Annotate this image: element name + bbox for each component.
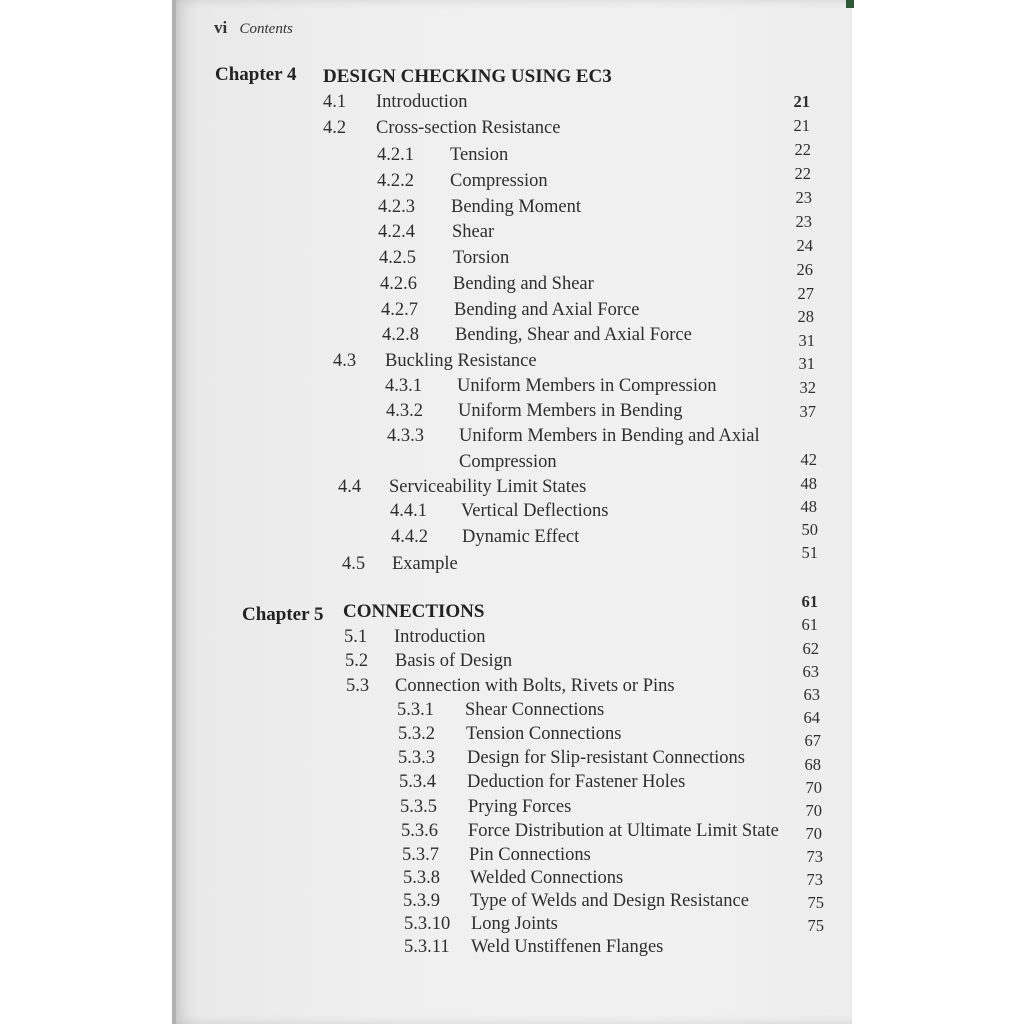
section-title: Introduction [376,92,468,112]
section-title: Deduction for Fastener Holes [467,772,686,792]
page-number: 75 [807,893,824,912]
book-cover-corner [846,0,854,8]
section-title: Type of Welds and Design Resistance [470,891,749,911]
section-title: Example [392,554,458,574]
page-number: 27 [797,284,814,303]
section-title: Weld Unstiffenen Flanges [471,937,664,957]
section-number: 4.2.8 [382,325,419,345]
section-title: Compression [459,452,557,472]
page-edge [172,0,176,1024]
section-number: 5.3.11 [404,937,450,957]
page-number: 50 [801,520,818,539]
section-title: Introduction [394,627,486,647]
section-title: Compression [450,171,548,191]
section-number: 5.3.6 [401,821,438,841]
section-title: Dynamic Effect [462,527,580,547]
page-number: 28 [797,307,814,326]
section-title: Prying Forces [468,797,572,817]
page-number: 70 [805,801,822,820]
page-number: 73 [806,870,823,889]
page-number: 75 [807,916,824,935]
section-number: 4.2.4 [378,222,415,242]
page-number: 22 [794,164,811,183]
section-title: Cross-section Resistance [376,118,561,138]
section-number: 4.2.6 [380,274,417,294]
section-title: Uniform Members in Bending and Axial [459,426,760,446]
section-number: 4.3.3 [387,426,424,446]
page-number: 70 [805,778,822,797]
section-number: 5.1 [344,627,368,647]
section-title: Bending and Axial Force [454,300,640,320]
section-number: 4.2.5 [379,248,416,268]
section-title: Bending, Shear and Axial Force [455,325,692,345]
page-number: 31 [798,354,815,373]
page-number: 26 [796,260,813,279]
section-number: 5.3.5 [400,797,437,817]
page-number: 31 [798,331,815,350]
section-number: 4.3.2 [386,401,423,421]
chapter-5-label: Chapter 5 [242,604,324,625]
page-number: 68 [804,755,821,774]
section-title: Uniform Members in Compression [457,376,717,396]
section-number: 5.3.2 [398,724,435,744]
section-title: Torsion [453,248,510,268]
page-number: 73 [806,847,823,866]
page-number: 24 [796,236,813,255]
section-number: 5.3.3 [398,748,435,768]
section-title: Shear Connections [465,700,605,720]
page-number: 62 [802,639,819,658]
page-number: 61 [801,592,818,611]
section-title: Shear [452,222,495,242]
section-number: 4.1 [323,92,347,112]
page-number: 63 [803,685,820,704]
page-number: 51 [801,543,818,562]
section-number: 4.2.3 [378,197,415,217]
background-left [0,0,172,1024]
section-number: 5.3.1 [397,700,434,720]
page-number: 64 [803,708,820,727]
page-number: 48 [800,497,817,516]
section-title: Basis of Design [395,651,513,671]
section-number: 5.3 [346,676,370,696]
running-header-label: Contents [239,21,293,37]
section-number: 4.2.7 [381,300,418,320]
section-number: 5.3.10 [404,914,451,934]
section-title: Buckling Resistance [385,351,537,371]
chapter-4-title: DESIGN CHECKING USING EC3 [323,66,612,87]
section-number: 4.2 [323,118,347,138]
page-number: 61 [801,615,818,634]
section-title: Bending and Shear [453,274,594,294]
section-title: Force Distribution at Ultimate Limit State [468,821,779,841]
chapter-5-title: CONNECTIONS [343,601,485,622]
page-number: 32 [799,378,816,397]
section-number: 4.3.1 [385,376,422,396]
section-number: 5.3.8 [403,868,440,888]
section-title: Serviceability Limit States [389,477,587,497]
section-title: Tension Connections [466,724,622,744]
chapter-4-heading [215,64,612,87]
page-number: 21 [793,92,810,111]
running-header [214,18,293,38]
page-number: 37 [799,402,816,421]
page-number: 67 [804,731,821,750]
section-number: 4.4 [338,477,362,497]
section-number: 4.4.1 [390,501,427,521]
section-title: Long Joints [471,914,558,934]
section-title: Connection with Bolts, Rivets or Pins [395,676,675,696]
page-number: 70 [805,824,822,843]
section-number: 4.2.1 [377,145,414,165]
page-number: 42 [800,450,817,469]
page-number: 22 [794,140,811,159]
section-title: Design for Slip-resistant Connections [467,748,745,768]
section-title: Welded Connections [470,868,624,888]
section-title: Pin Connections [469,845,591,865]
section-number: 5.2 [345,651,369,671]
section-number: 5.3.4 [399,772,436,792]
section-title: Uniform Members in Bending [458,401,683,421]
section-number: 4.5 [342,554,366,574]
page-number: 48 [800,474,817,493]
section-number: 4.4.2 [391,527,428,547]
background-right [852,0,1024,1024]
chapter-5-heading [242,601,485,626]
page-number: 23 [795,188,812,207]
section-number: 5.3.7 [402,845,439,865]
section-number: 4.3 [333,351,357,371]
page-number: 21 [793,116,810,135]
section-title: Bending Moment [451,197,582,217]
section-number: 4.2.2 [377,171,414,191]
page-number: 23 [795,212,812,231]
section-number: 5.3.9 [403,891,440,911]
chapter-4-label: Chapter 4 [215,64,297,85]
section-title: Vertical Deflections [461,501,609,521]
section-title: Tension [450,145,509,165]
page-number: 63 [802,662,819,681]
page-number-roman: vi [214,18,228,37]
